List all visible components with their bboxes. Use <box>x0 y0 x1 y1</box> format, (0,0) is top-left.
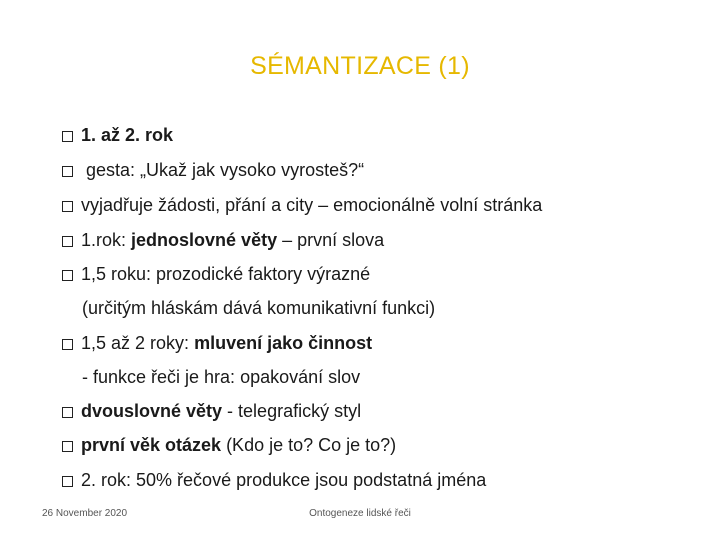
bullet-text: - telegrafický styl <box>222 401 362 421</box>
bullet-continuation: (určitým hláskám dává komunikativní funkci) <box>82 298 436 318</box>
bullet-bold-text: dvouslovné věty <box>81 401 223 421</box>
checkbox-bullet-icon <box>62 166 73 177</box>
checkbox-bullet-icon <box>62 270 73 281</box>
bullet-continuation: - funkce řeči je hra: opakování slov <box>82 367 361 387</box>
checkbox-bullet-icon <box>62 201 73 212</box>
bullet-item <box>62 261 370 287</box>
bullet-bold-text: první věk otázek <box>81 435 222 455</box>
slide-title: SÉMANTIZACE (1) <box>250 52 470 80</box>
bullet-item <box>62 192 542 218</box>
bullet-item <box>62 467 486 493</box>
checkbox-bullet-icon <box>62 407 73 418</box>
bullet-text: gesta: „Ukaž jak vysoko vyrosteš?“ <box>81 160 365 180</box>
bullet-item <box>62 432 396 458</box>
bullet-bold-text: 1. až 2. rok <box>81 125 174 145</box>
bullet-item <box>62 122 173 148</box>
bullet-text: (Kdo je to? Co je to?) <box>221 435 397 455</box>
checkbox-bullet-icon <box>62 476 73 487</box>
bullet-text: vyjadřuje žádosti, přání a city – emocionálně volní stránka <box>81 195 543 215</box>
bullet-item <box>62 227 384 253</box>
checkbox-bullet-icon <box>62 339 73 350</box>
checkbox-bullet-icon <box>62 131 73 142</box>
bullet-item <box>62 157 364 183</box>
bullet-item <box>62 398 361 424</box>
footer-title: Ontogeneze lidské řeči <box>309 508 411 519</box>
bullet-bold-text: mluvení jako činnost <box>194 333 373 353</box>
checkbox-bullet-icon <box>62 236 73 247</box>
checkbox-bullet-icon <box>62 441 73 452</box>
bullet-bold-text: jednoslovné věty <box>131 230 278 250</box>
bullet-item <box>62 330 372 356</box>
bullet-text: – první slova <box>277 230 385 250</box>
bullet-text: 1,5 až 2 roky: <box>81 333 195 353</box>
bullet-text: 1,5 roku: prozodické faktory výrazné <box>81 264 371 284</box>
bullet-text: 1.rok: <box>81 230 132 250</box>
footer-date: 26 November 2020 <box>42 508 128 519</box>
bullet-text: 2. rok: 50% řečové produkce jsou podstatná jména <box>81 470 487 490</box>
